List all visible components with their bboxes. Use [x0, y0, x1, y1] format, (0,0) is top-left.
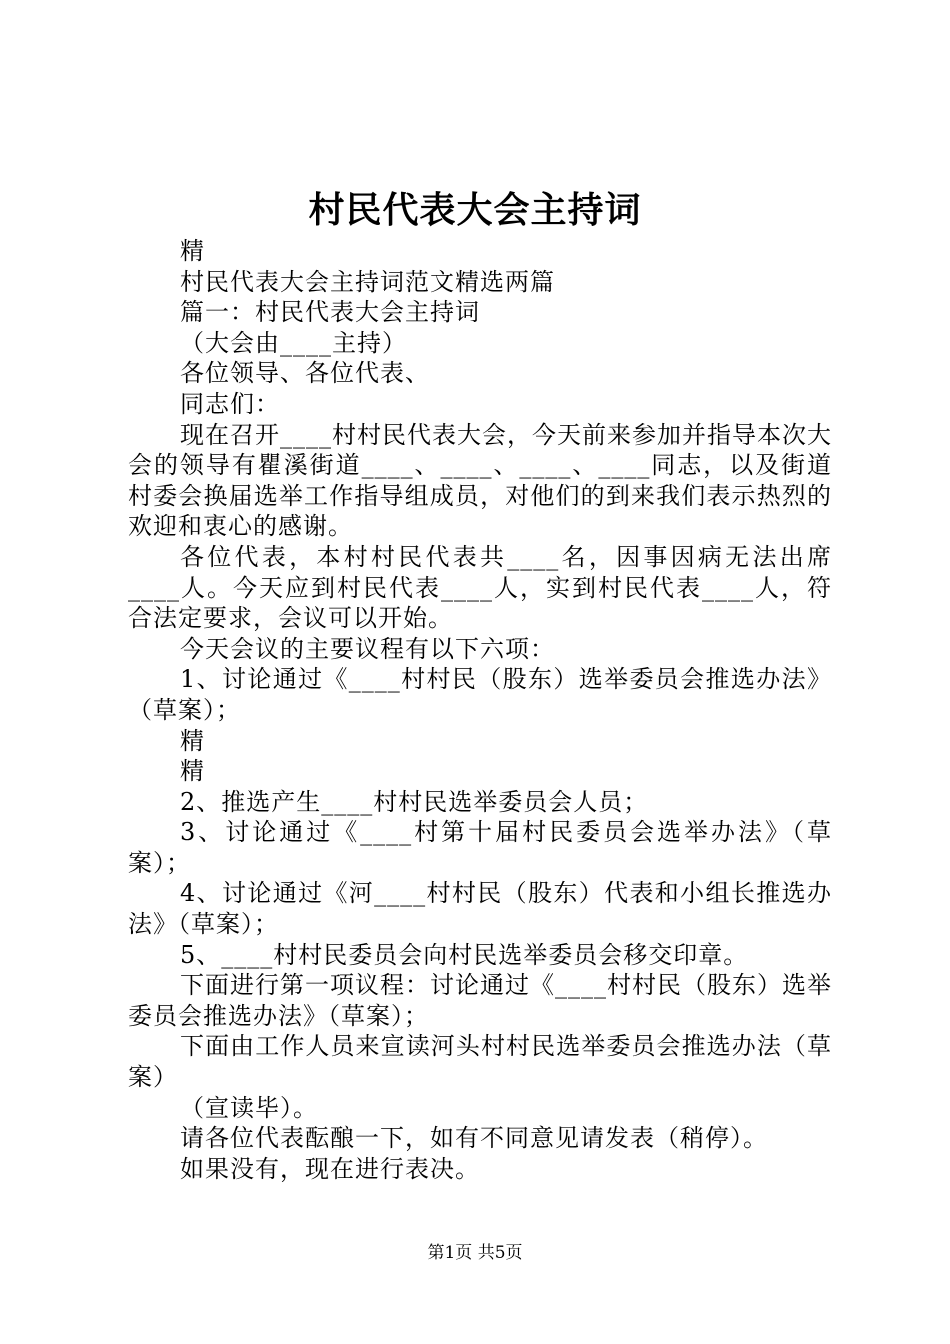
- paragraph: （大会由____主持）: [180, 328, 407, 357]
- paragraph: 精: [180, 726, 205, 755]
- paragraph: 同志们：: [180, 389, 280, 418]
- paragraph: 请各位代表酝酿一下，如有不同意见请发表（稍停）。: [180, 1124, 768, 1153]
- paragraph: 3、讨论通过《____村第十届村民委员会选举办法》（草案）；: [128, 818, 832, 877]
- paragraph: 各位领导、各位代表、: [180, 359, 430, 388]
- paragraph: 篇一：村民代表大会主持词: [180, 298, 480, 327]
- paragraph: 各位代表，本村村民代表共____名，因事因病无法出席____人。今天应到村民代表____人，实到村民代表____人，符合法定要求，会议可以开始。: [128, 542, 832, 633]
- paragraph: 下面由工作人员来宣读河头村村民选举委员会推选办法（草案）: [128, 1032, 832, 1092]
- paragraph: 1、讨论通过《____村村民（股东）选举委员会推选办法》（草案）；: [128, 665, 832, 724]
- paragraph: 精: [180, 757, 205, 786]
- paragraph: 4、讨论通过《河____村村民（股东）代表和小组长推选办法》（草案）；: [128, 879, 832, 939]
- page-footer: 第1页 共5页: [427, 1243, 523, 1263]
- paragraph: （宣读毕）。: [180, 1093, 318, 1122]
- paragraph: 现在召开____村村民代表大会，今天前来参加并指导本次大会的领导有瞿溪街道____、____、____、____同志，以及街道村委会换届选举工作指导组成员，对他们的到来我们表示热烈的欢迎和衷心的感谢。: [128, 420, 832, 541]
- paragraph: 村民代表大会主持词范文精选两篇: [180, 267, 555, 296]
- document-title: 村民代表大会主持词: [308, 189, 642, 231]
- paragraph: 今天会议的主要议程有以下六项：: [180, 634, 555, 663]
- paragraph: 2、推选产生____村村民选举委员会人员；: [180, 787, 649, 816]
- paragraph: 精: [180, 237, 205, 265]
- paragraph: 下面进行第一项议程：讨论通过《____村村民（股东）选举委员会推选办法》（草案）；: [128, 971, 832, 1030]
- paragraph: 如果没有，现在进行表决。: [180, 1154, 480, 1183]
- document-body: [128, 236, 832, 1184]
- paragraph: 5、____村村民委员会向村民选举委员会移交印章。: [180, 940, 749, 969]
